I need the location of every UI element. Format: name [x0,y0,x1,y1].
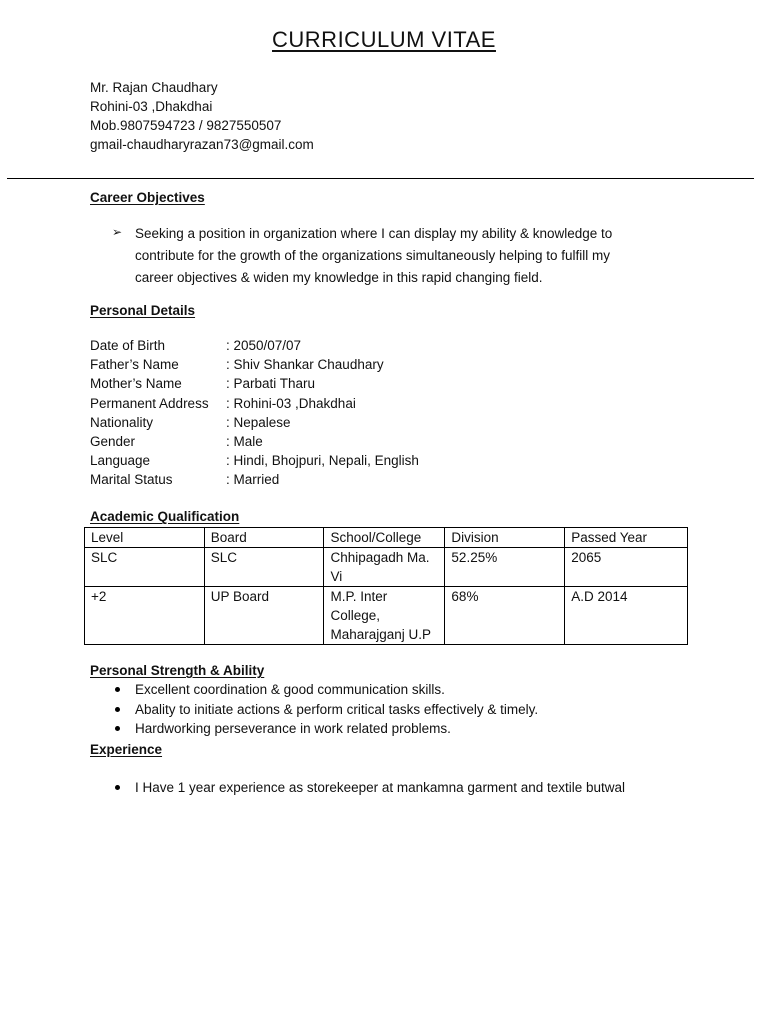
table-cell: 68% [445,587,565,645]
detail-label: Mother’s Name [90,376,182,392]
detail-label: Nationality [90,414,154,430]
table-cell: SLC [85,548,205,587]
academic-qualification-heading: Academic Qualification [90,509,240,524]
detail-label: Permanent Address [90,395,209,411]
table-cell: 52.25% [445,548,565,587]
list-item-text: I Have 1 year experience as storekeeper at mankamna garment and textile butwal [135,780,626,795]
header-divider [7,178,754,179]
detail-row [90,336,419,355]
career-objectives-heading: Career Objectives [90,190,205,205]
detail-value: : Rohini-03 ,Dhakdhai [226,395,356,411]
column-header: Board [204,528,324,548]
table-cell: SLC [204,548,324,587]
table-cell: Chhipagadh Ma. Vi [324,548,445,587]
detail-row [90,374,419,393]
bullet-icon [115,785,120,790]
list-item [90,700,538,720]
column-header: School/College [324,528,445,548]
personal-details-heading: Personal Details [90,303,196,318]
contact-name: Mr. Rajan Chaudhary [90,80,218,95]
detail-value: : Nepalese [226,414,291,430]
career-objective-text: Seeking a position in organization where I can display my ability & knowledge to contribute for the growth of the organizations simultaneously helping to fulfill my career objectives & widen my knowledge in this rapid changing field. [135,226,613,285]
table-cell: UP Board [204,587,324,645]
detail-value: : Hindi, Bhojpuri, Nepali, English [226,453,419,469]
table-cell: A.D 2014 [565,587,688,645]
detail-label: Father’s Name [90,357,179,373]
detail-value: : Married [226,472,280,488]
bullet-icon [115,707,120,712]
detail-row [90,394,419,413]
detail-value: : 2050/07/07 [226,338,302,353]
detail-row [90,470,419,489]
table-row [85,548,688,587]
bullet-icon [115,726,120,731]
table-cell: M.P. Inter College, Maharajganj U.P [324,587,445,645]
strength-list [90,680,538,739]
detail-label: Language [90,453,151,469]
detail-label: Date of Birth [90,338,166,353]
list-item-text: Excellent coordination & good communication skills. [135,682,445,697]
contact-block [90,78,314,154]
list-item-text: Hardworking perseverance in work related problems. [135,721,451,736]
detail-value: : Male [226,433,263,449]
experience-list [90,778,625,798]
contact-email: gmail-chaudharyrazan73@gmail.com [90,137,314,152]
detail-row [90,451,419,470]
detail-row [90,432,419,451]
column-header: Passed Year [565,528,688,548]
bullet-icon [115,687,120,692]
document-title [0,27,768,52]
table-cell: +2 [85,587,205,645]
column-header: Division [445,528,565,548]
table-header-row [85,528,688,548]
contact-address: Rohini-03 ,Dhakdhai [90,99,213,114]
title-text: CURRICULUM VITAE [272,27,496,52]
academic-table [84,527,688,645]
contact-mobile: Mob.9807594723 / 9827550507 [90,118,282,133]
strength-heading: Personal Strength & Ability [90,663,265,678]
detail-label: Gender [90,433,136,449]
personal-details [90,336,419,490]
list-item [90,778,625,798]
table-cell: 2065 [565,548,688,587]
list-item [90,680,538,700]
list-item-text: Abality to initiate actions & perform critical tasks effectively & timely. [135,701,539,717]
table-row [85,587,688,645]
detail-row [90,355,419,374]
experience-heading: Experience [90,742,163,757]
detail-label: Marital Status [90,472,173,488]
list-item [90,719,538,739]
arrow-bullet-icon: ➢ [112,225,123,239]
column-header: Level [85,528,205,548]
detail-row [90,413,419,432]
career-objective [90,223,650,289]
detail-value: : Parbati Tharu [226,376,316,392]
detail-value: : Shiv Shankar Chaudhary [226,357,384,373]
